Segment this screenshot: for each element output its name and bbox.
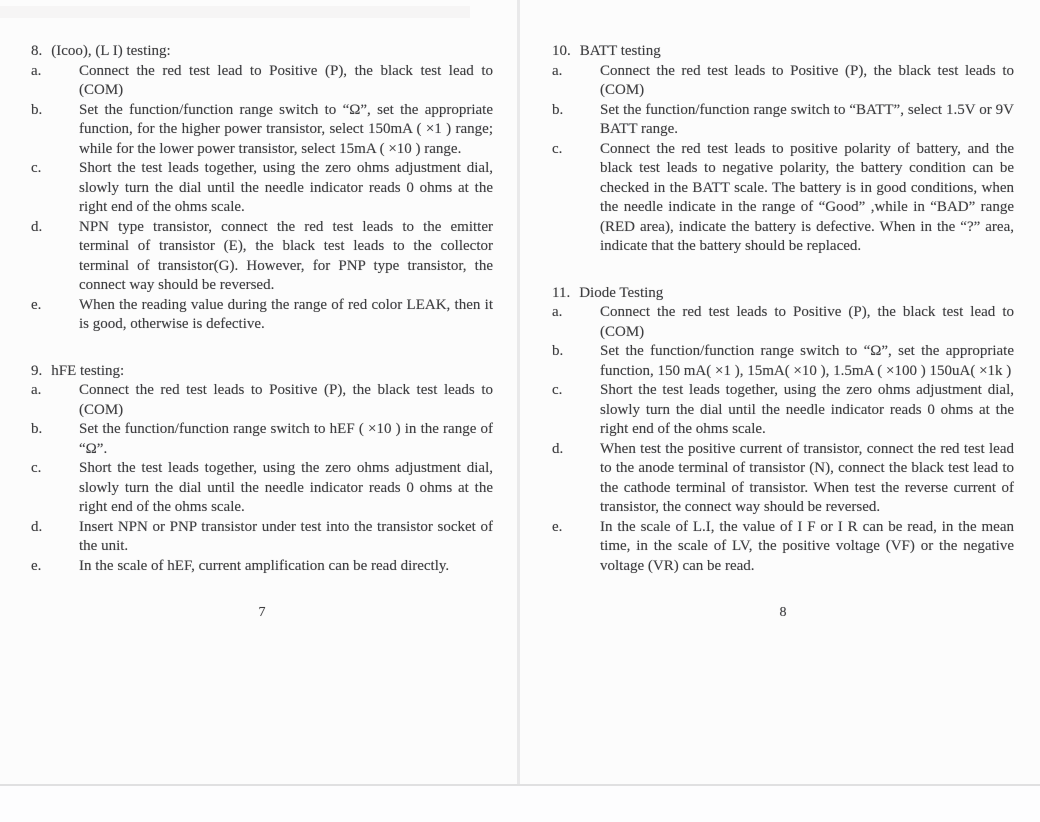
item-label: e. (552, 518, 563, 535)
page-left (31, 42, 493, 623)
item-text: Connect the red test leads to Positive (P), the black test leads to (COM) (600, 62, 1014, 98)
item-text: Set the function/function range switch to “Ω”, set the appropriate function, for the higher power transistor, select 150mA ( ×1 ) range; while for the lower power transistor, select 15mA ( ×10 ) range. (79, 101, 493, 157)
item-text: When test the positive current of transistor, connect the red test lead to the anode terminal of transistor (N), connect the black test lead to the cathode terminal of transistor. When test the reverse current of transistor, the connect way should be reversed. (600, 440, 1014, 515)
section-title: Diode Testing (579, 284, 664, 301)
item-label: a. (552, 62, 563, 79)
item-text: NPN type transistor, connect the red test leads to the emitter terminal of transistor (E), the black test leads to the collector terminal of transistor(G). However, for PNP type transistor, the connect way should be reversed. (79, 218, 493, 293)
scan-artifact-top (0, 6, 470, 18)
section-hfe-testing (31, 362, 493, 577)
list-item (31, 296, 493, 335)
section-icoo-li-testing (31, 42, 493, 335)
list-item (552, 62, 1014, 101)
scan-bottom-strip (0, 786, 1040, 822)
item-label: e. (31, 296, 42, 313)
item-text: Connect the red test leads to Positive (P), the black test leads to (COM) (79, 382, 493, 418)
item-text: Set the function/function range switch to “Ω”, set the appropriate function, 150 mA( ×1 ), 15mA( ×10 ), 1.5mA ( ×100 ) 150uA( ×1k ) (600, 343, 1014, 379)
item-label: b. (31, 101, 43, 118)
item-label: a. (552, 304, 563, 320)
item-label: c. (31, 160, 42, 176)
item-label: d. (552, 440, 564, 457)
page-number-left: 7 (258, 605, 266, 620)
item-label: c. (552, 140, 563, 157)
section-diode-testing (552, 284, 1014, 577)
list-item (552, 303, 1014, 342)
item-text: When the reading value during the range of red color LEAK, then it is good, otherwise is defective. (79, 296, 493, 332)
section-heading (31, 42, 493, 62)
list-item (31, 159, 493, 218)
list-item (31, 381, 493, 420)
list-item (552, 101, 1014, 140)
item-label: b. (552, 343, 564, 359)
item-text: Insert NPN or PNP transistor under test into the transistor socket of the unit. (79, 518, 493, 554)
list-item (552, 140, 1014, 257)
item-text: Set the function/function range switch to hEF ( ×10 ) in the range of “Ω”. (79, 421, 493, 457)
list-item (31, 101, 493, 160)
item-text: Short the test leads together, using the zero ohms adjustment dial, slowly turn the dial until the needle indicator reads 0 ohms at the right end of the ohms scale. (79, 160, 493, 215)
list-item (31, 459, 493, 518)
section-number: 8. (31, 43, 43, 59)
list-item (31, 62, 493, 101)
list-item (31, 518, 493, 557)
list-item (552, 440, 1014, 518)
section-number: 10. (552, 43, 571, 59)
item-label: a. (31, 62, 42, 79)
item-text: Connect the red test lead to Positive (P), the black test lead to (COM) (79, 62, 493, 98)
section-title: BATT testing (579, 43, 661, 59)
section-title: hFE testing: (51, 362, 125, 379)
item-label: c. (31, 460, 42, 476)
section-title: (Icoo), (L I) testing: (51, 43, 171, 59)
list-item (31, 420, 493, 459)
section-number: 11. (552, 284, 571, 301)
item-text: Short the test leads together, using the zero ohms adjustment dial, slowly turn the dial until the needle indicator reads 0 ohms at the right end of the ohms scale. (600, 382, 1014, 437)
page-gutter-divider (517, 0, 520, 786)
item-label: d. (31, 218, 43, 235)
list-item (552, 518, 1014, 577)
item-label: a. (31, 382, 42, 398)
section-number: 9. (31, 362, 43, 379)
item-text: Connect the red test leads to Positive (P), the black test lead to (COM) (600, 304, 1014, 340)
page-right (552, 42, 1014, 623)
item-text: Short the test leads together, using the zero ohms adjustment dial, slowly turn the dial until the needle indicator reads 0 ohms at the right end of the ohms scale. (79, 460, 493, 515)
item-label: b. (552, 101, 564, 118)
item-label: b. (31, 421, 43, 437)
item-label: c. (552, 382, 563, 398)
list-item (31, 557, 493, 577)
item-text: In the scale of hEF, current amplification can be read directly. (79, 557, 450, 574)
item-text: In the scale of L.I, the value of I F or I R can be read, in the mean time, in the scale of LV, the positive voltage (VF) or the negative voltage (VR) can be read. (600, 518, 1014, 574)
list-item (31, 218, 493, 296)
list-item (552, 342, 1014, 381)
item-text: Set the function/function range switch to “BATT”, select 1.5V or 9V BATT range. (600, 101, 1014, 137)
section-batt-testing (552, 42, 1014, 257)
section-heading (552, 284, 1014, 304)
list-item (552, 381, 1014, 440)
section-heading (552, 42, 1014, 62)
item-label: e. (31, 557, 42, 574)
item-text: Connect the red test leads to positive polarity of battery, and the black test leads to negative polarity, the battery condition can be checked in the BATT scale. The battery is in good conditions, when the needle indicate in the range of “Good” ,while in “BAD” range (RED area), indicate the battery is defective. When in the “?” area, indicate that the battery should be replaced. (600, 140, 1014, 254)
page-number-right: 8 (779, 605, 787, 620)
section-heading (31, 362, 493, 382)
item-label: d. (31, 518, 43, 535)
